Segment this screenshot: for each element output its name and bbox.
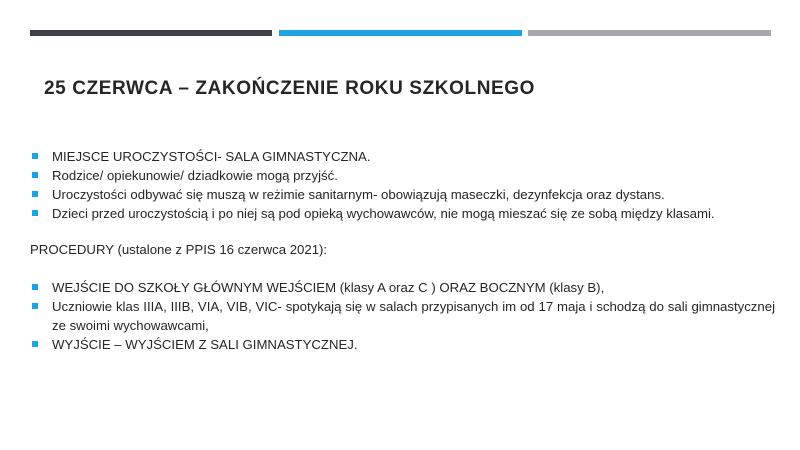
procedures-heading: PROCEDURY (ustalone z PPIS 16 czerwca 2021):: [30, 242, 328, 257]
square-bullet-icon: [32, 284, 38, 290]
info-bullet-list: [30, 147, 775, 223]
accent-bar-gray: [528, 30, 771, 36]
square-bullet-icon: [32, 210, 38, 216]
square-bullet-icon: [32, 303, 38, 309]
list-item-text: WEJŚCIE DO SZKOŁY GŁÓWNYM WEJŚCIEM (klasy A oraz C ) ORAZ BOCZNYM (klasy B),: [52, 280, 605, 295]
list-item: [30, 204, 775, 223]
list-item-text: Dzieci przed uroczystością i po niej są pod opieką wychowawców, nie mogą mieszać się ze sobą między klasami.: [52, 206, 715, 221]
list-item: [30, 297, 775, 335]
list-item-text: Uroczystości odbywać się muszą w reżimie sanitarnym- obowiązują maseczki, dezynfekcja oraz dystans.: [52, 187, 665, 202]
header-accent-bars: [30, 30, 771, 36]
list-item: [30, 185, 775, 204]
slide-title: 25 CZERWCA – ZAKOŃCZENIE ROKU SZKOLNEGO: [44, 78, 536, 99]
slide-content: [30, 147, 775, 354]
square-bullet-icon: [32, 172, 38, 178]
square-bullet-icon: [32, 191, 38, 197]
list-item-text: MIEJSCE UROCZYSTOŚCI- SALA GIMNASTYCZNA.: [52, 149, 371, 164]
list-item: [30, 278, 775, 297]
procedures-bullet-list: [30, 278, 775, 354]
accent-bar-blue: [279, 30, 522, 36]
list-item-text: WYJŚCIE – WYJŚCIEM Z SALI GIMNASTYCZNEJ.: [52, 337, 358, 352]
list-item: [30, 335, 775, 354]
list-item-text: Rodzice/ opiekunowie/ dziadkowie mogą przyjść.: [52, 168, 338, 183]
square-bullet-icon: [32, 341, 38, 347]
square-bullet-icon: [32, 153, 38, 159]
list-item: [30, 166, 775, 185]
list-item: [30, 147, 775, 166]
accent-bar-dark: [30, 30, 272, 36]
list-item-text: Uczniowie klas IIIA, IIIB, VIA, VIB, VIC- spotykają się w salach przypisanych im od 17 maja i schodzą do sali gimnastycznej ze swoimi wychowawcami,: [52, 299, 775, 333]
